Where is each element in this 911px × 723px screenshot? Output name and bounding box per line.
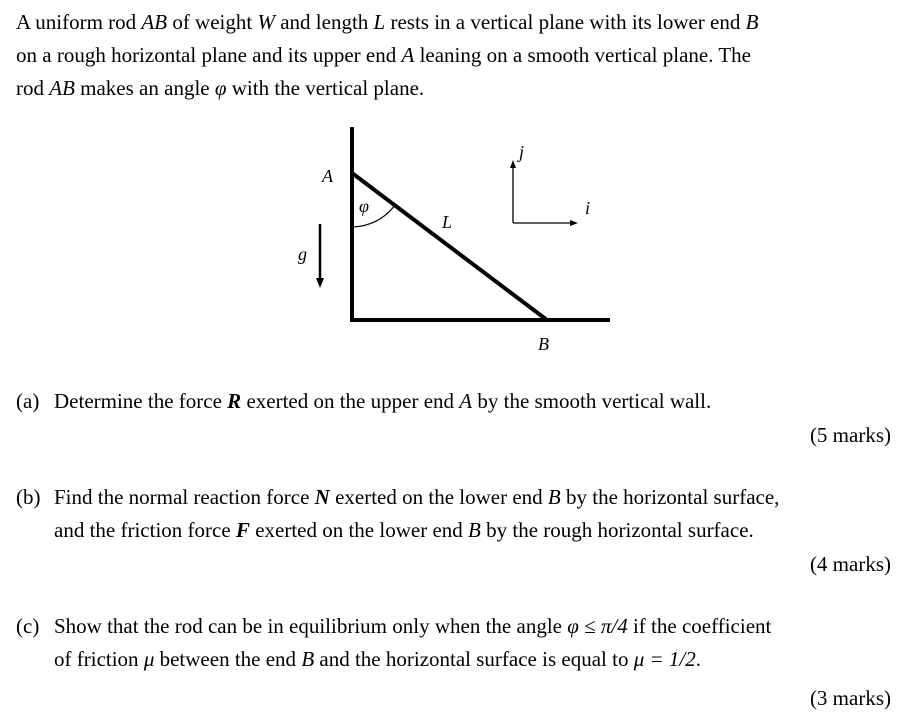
text: . xyxy=(695,647,701,671)
question-body xyxy=(54,610,894,676)
i-axis-head xyxy=(570,220,578,226)
text: Determine the force xyxy=(54,389,228,413)
question-line xyxy=(54,610,894,643)
statement-line-1 xyxy=(16,6,896,39)
marks-a: (5 marks) xyxy=(809,423,891,447)
label-j: j xyxy=(519,142,525,162)
question-line xyxy=(54,514,894,547)
question-body xyxy=(54,385,894,418)
question-a xyxy=(16,385,894,418)
question-line xyxy=(54,481,894,514)
text: exerted on the lower end xyxy=(329,485,548,509)
rod-diagram xyxy=(290,120,620,365)
question-body xyxy=(54,481,894,547)
text: if the coefficient xyxy=(627,614,772,638)
question-label: (b) xyxy=(16,485,41,509)
text: Show that the rod can be in equilibrium only when the angle xyxy=(54,614,568,638)
text: rests in a vertical plane with its lower end xyxy=(385,10,746,34)
question-label: (a) xyxy=(16,389,40,413)
text: by the smooth vertical wall. xyxy=(472,389,712,413)
math-AB: AB xyxy=(141,10,168,34)
math-phi: φ xyxy=(214,76,227,100)
text: by the rough horizontal surface. xyxy=(480,518,754,542)
vector-R: R xyxy=(227,389,242,413)
text: rod xyxy=(16,76,50,100)
question-line xyxy=(54,385,894,418)
question-label: (c) xyxy=(16,614,40,638)
text: Find the normal reaction force xyxy=(54,485,315,509)
text: exerted on the lower end xyxy=(249,518,469,542)
math-B: B xyxy=(468,518,481,542)
statement-line-2 xyxy=(16,39,896,72)
text: of friction xyxy=(54,647,144,671)
question-line xyxy=(54,643,894,676)
label-B: B xyxy=(538,334,549,354)
text: of weight xyxy=(167,10,258,34)
text: leaning on a smooth vertical plane. The xyxy=(414,43,751,67)
marks-b: (4 marks) xyxy=(809,552,891,576)
math-AB: AB xyxy=(49,76,75,100)
math-B: B xyxy=(745,10,759,34)
j-axis-head xyxy=(510,160,516,168)
text: by the horizontal surface, xyxy=(560,485,780,509)
label-phi: φ xyxy=(359,196,369,216)
math-L: L xyxy=(373,10,386,34)
label-A: A xyxy=(322,166,333,186)
math-W: W xyxy=(257,10,275,34)
text: on a rough horizontal plane and its upper end xyxy=(16,43,402,67)
text: and the horizontal surface is equal to xyxy=(314,647,634,671)
math-mu: μ xyxy=(143,647,155,671)
math-condition: φ ≤ π/4 xyxy=(567,614,628,638)
text: between the end xyxy=(154,647,302,671)
vector-N: N xyxy=(314,485,330,509)
question-c xyxy=(16,610,894,676)
rod-AB xyxy=(352,173,547,320)
marks-c: (3 marks) xyxy=(809,686,891,710)
question-b xyxy=(16,481,894,547)
text: and the friction force xyxy=(54,518,236,542)
text: makes an angle xyxy=(74,76,215,100)
gravity-arrow-head xyxy=(316,278,324,288)
text: and length xyxy=(274,10,374,34)
label-i: i xyxy=(585,198,591,218)
text: with the vertical plane. xyxy=(226,76,425,100)
text: exerted on the upper end xyxy=(241,389,460,413)
math-A: A xyxy=(459,389,473,413)
math-A: A xyxy=(401,43,415,67)
label-L: L xyxy=(442,212,453,232)
vector-F: F xyxy=(235,518,250,542)
statement-line-3 xyxy=(16,72,896,105)
label-g: g xyxy=(298,244,307,264)
math-B: B xyxy=(547,485,561,509)
math-B: B xyxy=(301,647,315,671)
math-equation: μ = 1/2 xyxy=(633,647,696,671)
text: A uniform rod xyxy=(16,10,142,34)
problem-statement xyxy=(16,6,896,105)
